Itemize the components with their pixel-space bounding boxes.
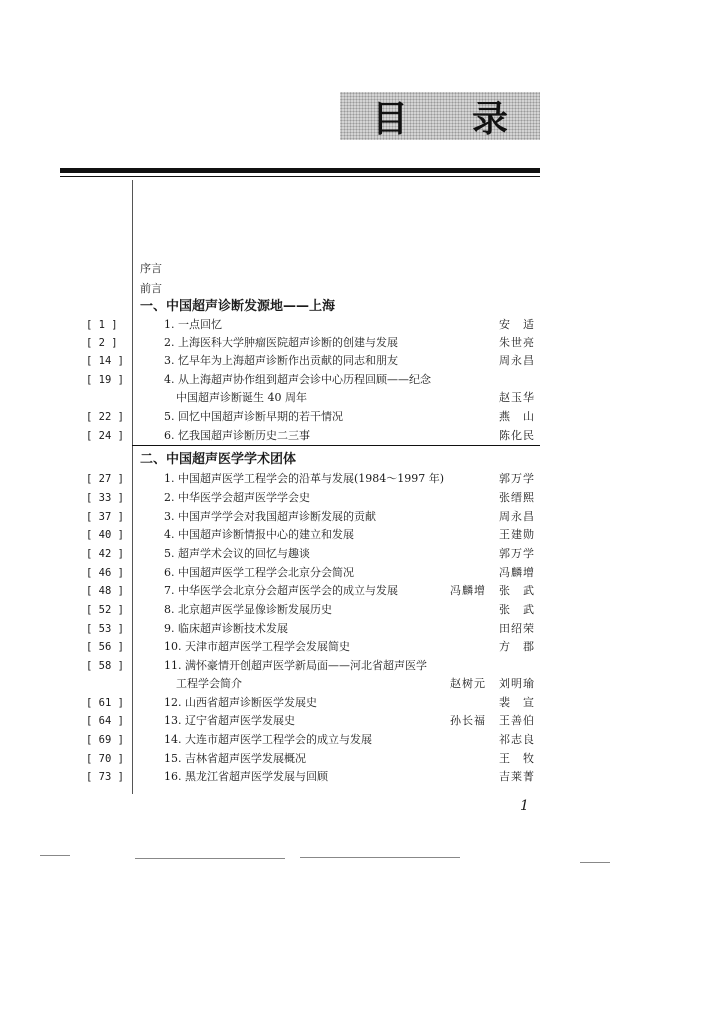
- entry-page: [ 64 ]: [86, 715, 124, 727]
- entry-title-line2: 中国超声诊断诞生 40 周年: [176, 391, 307, 404]
- toc-entry: [0, 526, 714, 544]
- entry-author: 郭万学: [499, 472, 535, 485]
- entry-page: [ 24 ]: [86, 430, 124, 442]
- entry-title: 8. 北京超声医学显像诊断发展历史: [164, 603, 332, 616]
- entry-page: [ 61 ]: [86, 697, 124, 709]
- entry-author: 祁志良: [499, 733, 535, 746]
- section1-heading: 一、中国超声诊断发源地——上海: [140, 299, 336, 314]
- entry-page: [ 56 ]: [86, 641, 124, 653]
- toc-entry: [0, 408, 714, 426]
- section-divider: [132, 445, 540, 446]
- entry-author: 张 武: [499, 584, 535, 597]
- toc-preface: 序言: [140, 262, 162, 275]
- toc-entry: [0, 564, 714, 582]
- entry-page: [ 48 ]: [86, 585, 124, 597]
- toc-entry: [0, 638, 714, 656]
- title-char-1: 目: [371, 98, 408, 140]
- entry-coauthor: 孙长福: [450, 714, 486, 727]
- entry-page: [ 69 ]: [86, 734, 124, 746]
- entry-page: [ 40 ]: [86, 529, 124, 541]
- entry-title: 16. 黑龙江省超声医学发展与回顾: [164, 770, 328, 783]
- entry-title: 7. 中华医学会北京分会超声医学会的成立与发展: [164, 584, 398, 597]
- scan-artifact: [135, 858, 285, 859]
- entry-title: 5. 回忆中国超声诊断早期的若干情况: [164, 410, 343, 423]
- entry-author: 王 牧: [499, 752, 535, 765]
- entry-title: 2. 上海医科大学肿瘤医院超声诊断的创建与发展: [164, 336, 398, 349]
- entry-title: 6. 中国超声医学工程学会北京分会简况: [164, 566, 354, 579]
- scan-artifact: [580, 862, 610, 863]
- toc-entry: [0, 508, 714, 526]
- entry-title: 2. 中华医学会超声医学学会史: [164, 491, 310, 504]
- toc-entry: [0, 545, 714, 563]
- entry-author: 朱世亮: [499, 336, 535, 349]
- entry-title: 10. 天津市超声医学工程学会发展简史: [164, 640, 350, 653]
- scan-artifact: [40, 855, 70, 856]
- entry-coauthor: 赵树元: [450, 677, 486, 690]
- toc-entry: [0, 334, 714, 352]
- entry-page: [ 53 ]: [86, 623, 124, 635]
- entry-author: 王建勋: [499, 528, 535, 541]
- entry-page: [ 33 ]: [86, 492, 124, 504]
- entry-author: 冯麟增: [499, 566, 535, 579]
- entry-author: 周永昌: [499, 354, 535, 367]
- contents-title-banner: [340, 92, 540, 140]
- entry-page: [ 70 ]: [86, 753, 124, 765]
- entry-title-line2: 工程学会简介: [176, 677, 242, 690]
- entry-coauthor: 冯麟增: [450, 584, 486, 597]
- entry-author: 刘明瑜: [499, 677, 535, 690]
- entry-author: 赵玉华: [499, 391, 535, 404]
- toc-entry: [0, 694, 714, 712]
- entry-title: 4. 从上海超声协作组到超声会诊中心历程回顾——纪念: [164, 373, 431, 386]
- entry-title: 13. 辽宁省超声医学发展史: [164, 714, 295, 727]
- toc-entry: [0, 768, 714, 786]
- entry-title: 3. 中国声学学会对我国超声诊断发展的贡献: [164, 510, 376, 523]
- header-rule-thin: [60, 176, 540, 177]
- toc-entry: [0, 731, 714, 749]
- entry-author: 安 适: [499, 318, 535, 331]
- entry-page: [ 27 ]: [86, 473, 124, 485]
- toc-entry: [0, 489, 714, 507]
- toc-entry: [0, 427, 714, 445]
- title-char-2: 录: [471, 98, 508, 140]
- toc-entry-continued: [0, 389, 714, 407]
- entry-author: 王善伯: [499, 714, 535, 727]
- header-rule-thick: [60, 168, 540, 173]
- entry-title: 5. 超声学术会议的回忆与趣谈: [164, 547, 310, 560]
- entry-page: [ 14 ]: [86, 355, 124, 367]
- entry-author: 方 郡: [499, 640, 535, 653]
- entry-page: [ 52 ]: [86, 604, 124, 616]
- entry-title: 6. 忆我国超声诊断历史二三事: [164, 429, 310, 442]
- toc-entry: [0, 371, 714, 389]
- entry-page: [ 73 ]: [86, 771, 124, 783]
- entry-author: 田绍荣: [499, 622, 535, 635]
- page-number: 1: [520, 798, 529, 814]
- entry-author: 郭万学: [499, 547, 535, 560]
- toc-entry: [0, 582, 714, 600]
- entry-page: [ 2 ]: [86, 337, 118, 349]
- toc-entry: [0, 470, 714, 488]
- entry-title: 1. 中国超声医学工程学会的沿革与发展(1984～1997 年): [164, 472, 445, 485]
- entry-author: 陈化民: [499, 429, 535, 442]
- entry-title: 12. 山西省超声诊断医学发展史: [164, 696, 317, 709]
- entry-author: 裴 宣: [499, 696, 535, 709]
- entry-page: [ 1 ]: [86, 319, 118, 331]
- entry-title: 3. 忆早年为上海超声诊断作出贡献的同志和朋友: [164, 354, 398, 367]
- toc-entry: [0, 316, 714, 334]
- entry-page: [ 58 ]: [86, 660, 124, 672]
- entry-author: 吉莱菁: [499, 770, 535, 783]
- entry-author: 张 武: [499, 603, 535, 616]
- entry-page: [ 22 ]: [86, 411, 124, 423]
- toc-entry: [0, 712, 714, 730]
- entry-page: [ 19 ]: [86, 374, 124, 386]
- entry-author: 张缙熙: [499, 491, 535, 504]
- entry-title: 11. 满怀豪情开创超声医学新局面——河北省超声医学: [164, 659, 427, 672]
- entry-title: 14. 大连市超声医学工程学会的成立与发展: [164, 733, 372, 746]
- section2-heading: 二、中国超声医学学术团体: [140, 452, 297, 467]
- toc-entry: [0, 620, 714, 638]
- toc-entry: [0, 601, 714, 619]
- entry-page: [ 42 ]: [86, 548, 124, 560]
- entry-title: 4. 中国超声诊断情报中心的建立和发展: [164, 528, 354, 541]
- entry-title: 9. 临床超声诊断技术发展: [164, 622, 288, 635]
- entry-author: 周永昌: [499, 510, 535, 523]
- toc-entry-continued: [0, 675, 714, 693]
- entry-title: 1. 一点回忆: [164, 318, 222, 331]
- entry-title: 15. 吉林省超声医学发展概况: [164, 752, 306, 765]
- toc-entry: [0, 750, 714, 768]
- entry-page: [ 46 ]: [86, 567, 124, 579]
- entry-author: 燕 山: [499, 410, 535, 423]
- entry-page: [ 37 ]: [86, 511, 124, 523]
- scan-artifact: [300, 857, 460, 858]
- toc-entry: [0, 352, 714, 370]
- toc-foreword: 前言: [140, 282, 162, 295]
- toc-entry: [0, 657, 714, 675]
